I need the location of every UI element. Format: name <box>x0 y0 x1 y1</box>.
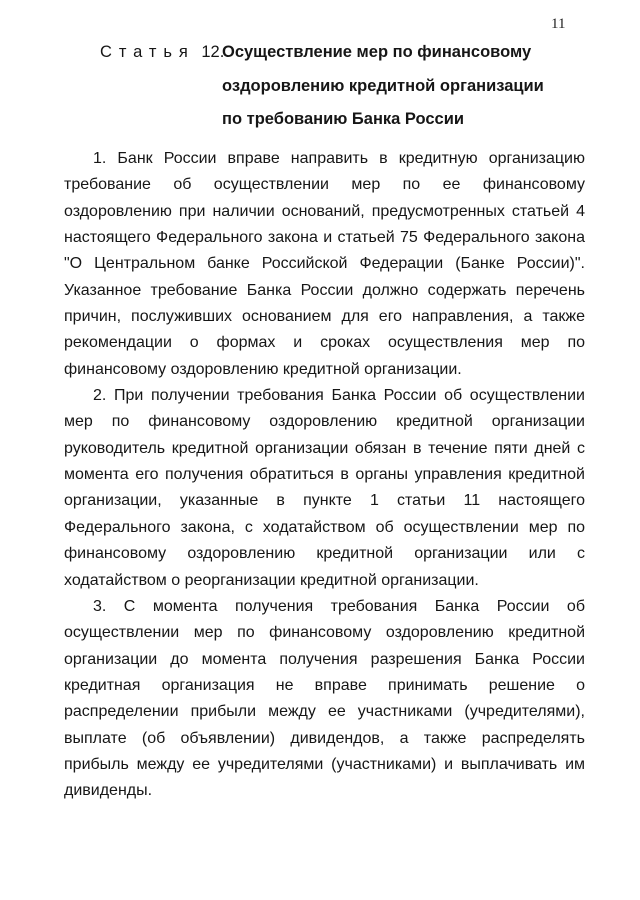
article-label <box>100 36 225 70</box>
page-number: 11 <box>551 16 566 32</box>
article-label-number: 12. <box>201 43 225 61</box>
article-body <box>64 146 585 805</box>
article-title <box>222 36 544 137</box>
article-label-word: Статья <box>100 43 195 61</box>
paragraph-3: 3. С момента получения требования Банка России об осуществлении мер по финансовому оздоровлению кредитной организации до момента получения разрешения Банка России кредитная организация не вправе принимать решение о распределении прибыли между ее участниками (учредителями), выплате (об объявлении) дивидендов, а также распределять прибыль между ее учредителями (участниками) и выплачивать им дивиденды. <box>64 597 585 800</box>
article-heading <box>100 36 544 137</box>
paragraph-1: 1. Банк России вправе направить в кредитную организацию требование об осуществлении мер по ее финансовому оздоровлению при наличии оснований, предусмотренных статьей 4 настоящего Федерального закона и статьей 75 Федерального закона "О Центральном банке Российской Федерации (Банке России)". Указанное требование Банка России должно содержать перечень причин, послуживших основанием для его направления, а также рекомендации о формах и сроках осуществления мер по финансовому оздоровлению кредитной организации. <box>64 150 585 378</box>
article-title-line-3: по требованию Банка России <box>222 110 465 128</box>
article-title-line-2: оздоровлению кредитной организации <box>222 76 544 95</box>
paragraph-2: 2. При получении требования Банка России об осуществлении мер по финансовому оздоровлению кредитной организации руководитель кредитной организации обязан в течение пяти дней с момента его получения обратиться в органы управления кредитной организации, указанные в пункте 1 статьи 11 настоящего Федерального закона, с ходатайством об осуществлении мер по финансовому оздоровлению кредитной организации или с ходатайством о реорганизации кредитной организации. <box>64 387 585 589</box>
article-title-line-1: Осуществление мер по финансовому <box>222 43 532 61</box>
